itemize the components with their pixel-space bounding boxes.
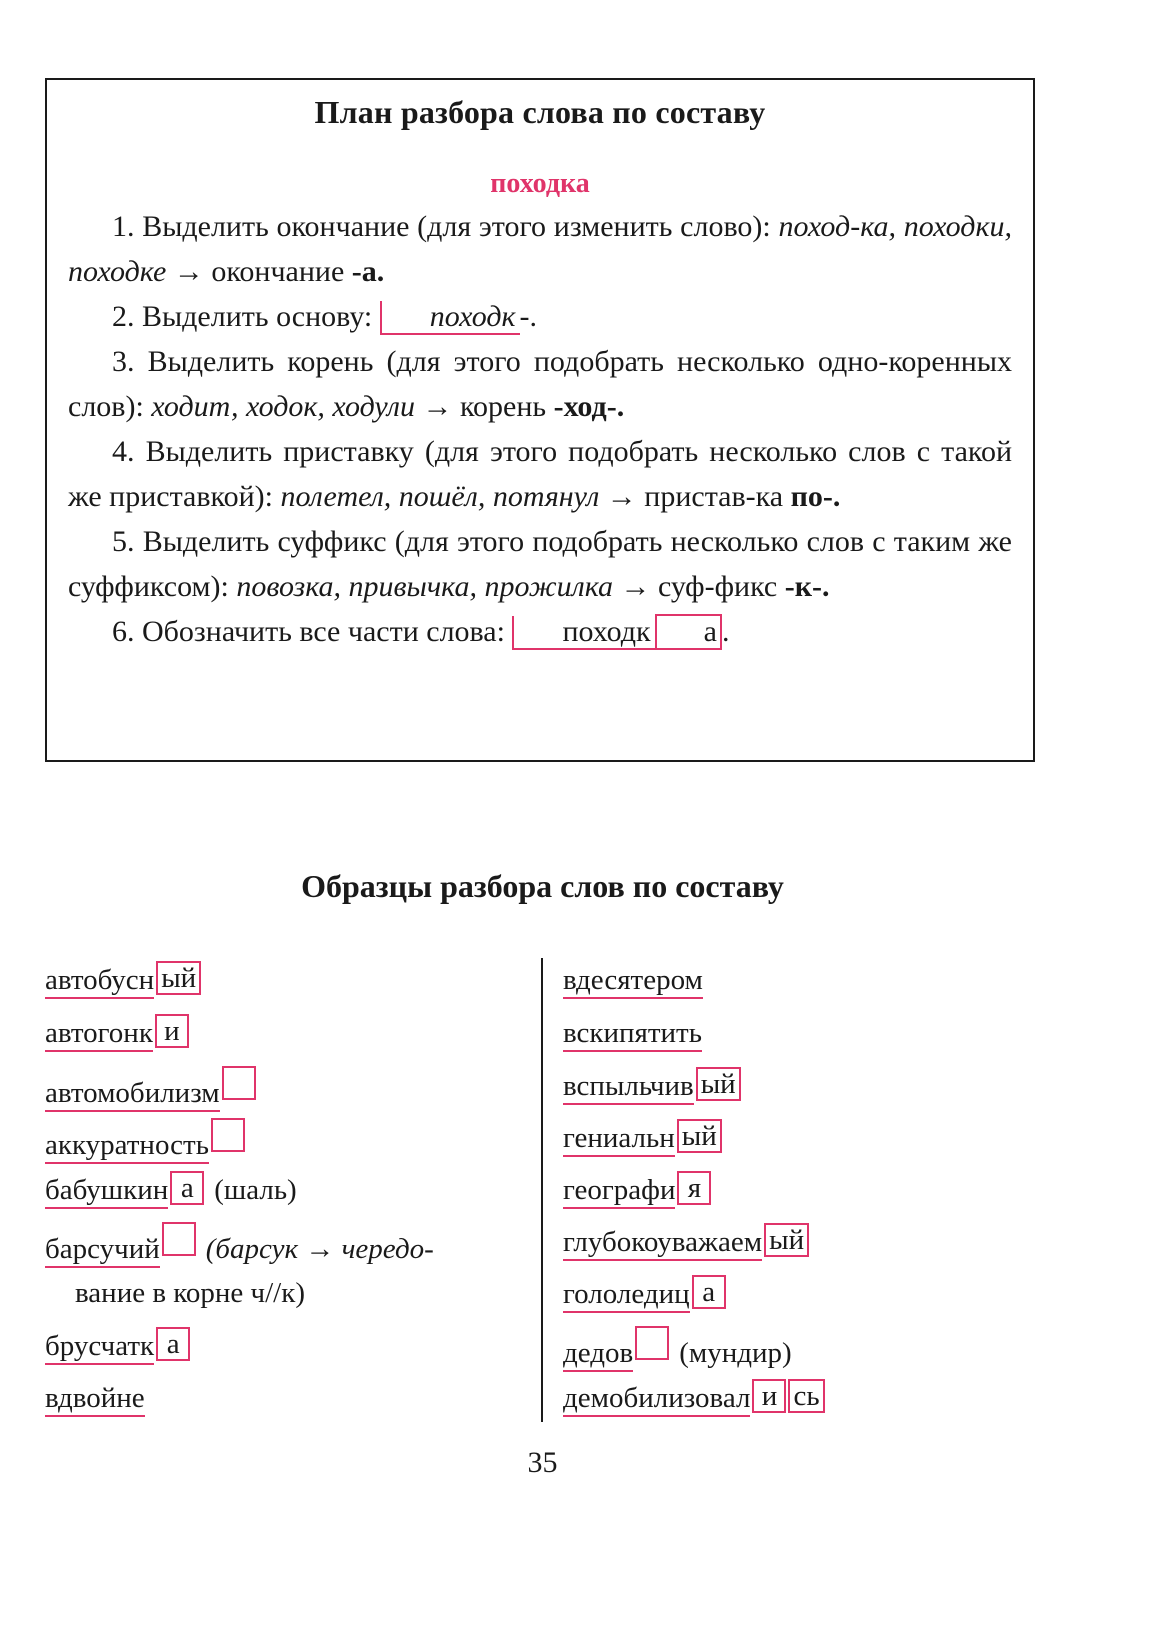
example-word xyxy=(563,1378,825,1418)
plan-step-2 xyxy=(68,294,1012,339)
example-word xyxy=(45,1326,190,1366)
step-examples: повозка, привычка, прожилка xyxy=(236,570,613,603)
plan-title: План разбора слова по составу xyxy=(314,94,766,130)
ending-box: ый xyxy=(677,1119,722,1153)
examples-title: Образцы разбора слов по составу xyxy=(301,868,784,904)
step-tail: -. xyxy=(519,300,538,333)
zero-ending-box xyxy=(635,1326,669,1360)
step-lead: 3. Выделить корень (для этого подобрать несколько одно-коренных слов): xyxy=(68,345,1012,423)
example-word xyxy=(45,1013,189,1053)
plan-step-3 xyxy=(68,339,1012,429)
word-stem: географи xyxy=(563,1174,675,1209)
ending-box: а xyxy=(156,1327,190,1361)
word-stem: автогонк xyxy=(45,1017,153,1052)
step-lead: 1. Выделить окончание (для этого изменить слово): xyxy=(112,210,779,243)
ending-box: а xyxy=(655,614,722,650)
note-continuation: вание в корне ч//к) xyxy=(75,1277,305,1309)
ending-box: а xyxy=(692,1275,726,1309)
ending-box: ый xyxy=(696,1067,741,1101)
step-arrow: → пристав-ка xyxy=(599,480,791,513)
ending-box: и xyxy=(155,1014,189,1048)
example-word xyxy=(45,960,201,1000)
postfix-box: сь xyxy=(788,1379,824,1413)
word-stem: гололедиц xyxy=(563,1278,690,1313)
example-word xyxy=(563,1274,726,1314)
example-word xyxy=(563,1118,722,1158)
ending-box: а xyxy=(170,1171,204,1205)
example-word xyxy=(45,1118,245,1161)
step-examples: полетел, пошёл, потянул xyxy=(280,480,600,513)
example-word xyxy=(563,1170,711,1210)
step-lead: 6. Обозначить все части слова: xyxy=(112,615,513,648)
step-result: -а. xyxy=(351,255,385,288)
word-stem: вдесятером xyxy=(563,964,703,999)
stem-marked: походк xyxy=(380,301,520,335)
step-lead: 5. Выделить суффикс (для этого подобрать несколько слов с таким же суффиксом): xyxy=(68,525,1012,603)
word-note: (шаль) xyxy=(214,1174,297,1206)
word-stem: аккуратность xyxy=(45,1129,209,1164)
word-stem: брусчатк xyxy=(45,1330,154,1365)
word-stem: вскипятить xyxy=(563,1017,702,1052)
plan-step-5 xyxy=(68,519,1012,609)
column-divider xyxy=(541,958,543,1422)
step-lead: 2. Выделить основу: xyxy=(112,300,380,333)
word-stem: бабушкин xyxy=(45,1174,168,1209)
example-word xyxy=(563,1326,792,1369)
plan-step-6 xyxy=(68,609,1012,654)
zero-ending-box xyxy=(222,1066,256,1100)
example-word xyxy=(563,1066,741,1106)
word-stem: глубокоуважаем xyxy=(563,1226,762,1261)
word-stem: дедов xyxy=(563,1337,633,1372)
zero-ending-box xyxy=(211,1118,245,1152)
step-examples: поход-ка, походки, походке xyxy=(68,210,1012,288)
step-result: по-. xyxy=(790,480,841,513)
page-number: 35 xyxy=(527,1446,558,1479)
example-word xyxy=(45,1170,297,1210)
zero-ending-box xyxy=(162,1222,196,1256)
step-arrow: → корень xyxy=(414,390,554,423)
word-stem: демобилизовал xyxy=(563,1382,750,1417)
ending-box: ый xyxy=(764,1223,809,1257)
plan-steps xyxy=(68,204,1012,654)
plan-word: походка xyxy=(490,168,590,199)
example-word xyxy=(563,1222,809,1262)
word-stem: барсучий xyxy=(45,1233,160,1268)
word-note: (барсук → чередо- xyxy=(205,1233,434,1265)
step-arrow: → суф-фикс xyxy=(613,570,785,603)
plan-step-1 xyxy=(68,204,1012,294)
step-tail: . xyxy=(721,615,730,648)
example-word xyxy=(45,1066,256,1109)
example-word xyxy=(563,1013,702,1053)
word-stem: вдвойне xyxy=(45,1382,145,1417)
word-stem: гениальн xyxy=(563,1122,675,1157)
example-word xyxy=(563,960,703,1000)
word-stem: вспыльчив xyxy=(563,1070,694,1105)
example-word xyxy=(45,1378,145,1418)
step-lead: 4. Выделить приставку (для этого подобрать несколько слов с такой же приставкой): xyxy=(68,435,1012,513)
step-result: -ход-. xyxy=(553,390,625,423)
word-stem: автобусн xyxy=(45,964,154,999)
step-arrow: → окончание xyxy=(166,255,352,288)
step-result: -к-. xyxy=(784,570,830,603)
word-note: (мундир) xyxy=(679,1337,792,1369)
ending-box: я xyxy=(677,1171,711,1205)
example-word xyxy=(45,1222,434,1265)
ending-box: ый xyxy=(156,961,201,995)
word-stem: автомобилизм xyxy=(45,1077,220,1112)
stem-marked: походк xyxy=(512,616,654,650)
plan-step-4 xyxy=(68,429,1012,519)
step-examples: ходит, ходок, ходули xyxy=(151,390,415,423)
ending-box: и xyxy=(752,1379,786,1413)
